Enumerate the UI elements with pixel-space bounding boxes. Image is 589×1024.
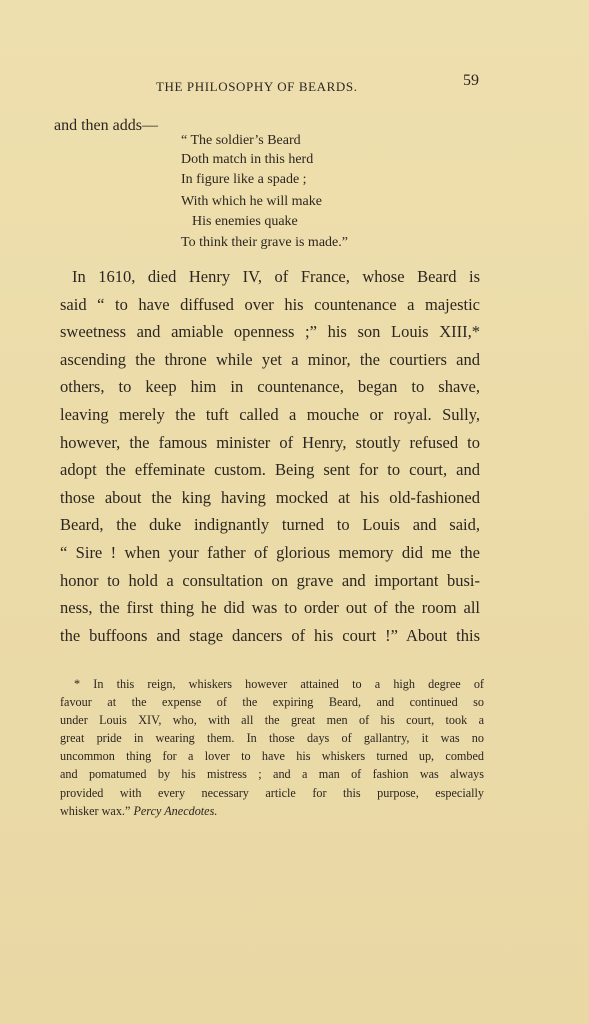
footnote (60, 675, 484, 820)
page-header (0, 72, 589, 98)
footnote-line: under Louis XIV, who, with all the great men of his court, took a (60, 713, 484, 728)
footnote-line: great pride in wearing them. In those days of gallantry, it was no (60, 731, 484, 746)
body-line: adopt the effeminate custom. Being sent for to court, and (60, 460, 480, 480)
page-number: 59 (463, 72, 479, 89)
verse-line: His enemies quake (192, 214, 298, 229)
footnote-source: Percy Anecdotes. (133, 803, 218, 818)
footnote-line: uncommon thing for a lover to have his whiskers turned up, combed (60, 749, 484, 764)
verse-line: With which he will make (181, 194, 322, 209)
body-line: those about the king having mocked at his old-fashioned (60, 487, 480, 507)
body-line: however, the famous minister of Henry, stoutly refused to (60, 432, 480, 452)
body-line: leaving merely the tuft called a mouche or royal. Sully, (60, 404, 480, 424)
footnote-line: provided with every necessary article for this purpose, especially (60, 785, 484, 800)
body-line: “ Sire ! when your father of glorious memory did me the (60, 542, 480, 562)
body-line: In 1610, died Henry IV, of France, whose Beard is (72, 267, 480, 286)
intro-line: and then adds— (54, 117, 158, 134)
body-line: Beard, the duke indignantly turned to Louis and said, (60, 515, 480, 535)
running-head: THE PHILOSOPHY OF BEARDS. (156, 79, 358, 94)
body-line: others, to keep him in countenance, began to shave, (60, 377, 480, 397)
body-line: ness, the first thing he did was to order out of the room all (60, 598, 480, 618)
body-line: ascending the throne while yet a minor, the courtiers and (60, 349, 480, 369)
footnote-line: and pomatumed by his mistress ; and a man of fashion was always (60, 767, 484, 782)
body-line: sweetness and amiable openness ;” his son Louis XIII,* (60, 322, 480, 342)
footnote-last-text: whisker wax.” (60, 803, 131, 818)
body-line: said “ to have diffused over his countenance a majestic (60, 294, 480, 314)
footnote-last-line (60, 802, 484, 820)
verse-line: To think their grave is made.” (181, 235, 348, 250)
footnote-line: * In this reign, whiskers however attained to a high degree of (74, 677, 484, 691)
body-line: the buffoons and stage dancers of his court !” About this (60, 625, 480, 645)
body-text (60, 263, 480, 649)
body-line: honor to hold a consultation on grave and important busi- (60, 570, 480, 590)
verse-line: Doth match in this herd (181, 152, 314, 167)
verse-line: In figure like a spade ; (181, 172, 307, 187)
footnote-line: favour at the expense of the expiring Beard, and continued so (60, 695, 484, 710)
verse-line: “ The soldier’s Beard (181, 133, 301, 148)
